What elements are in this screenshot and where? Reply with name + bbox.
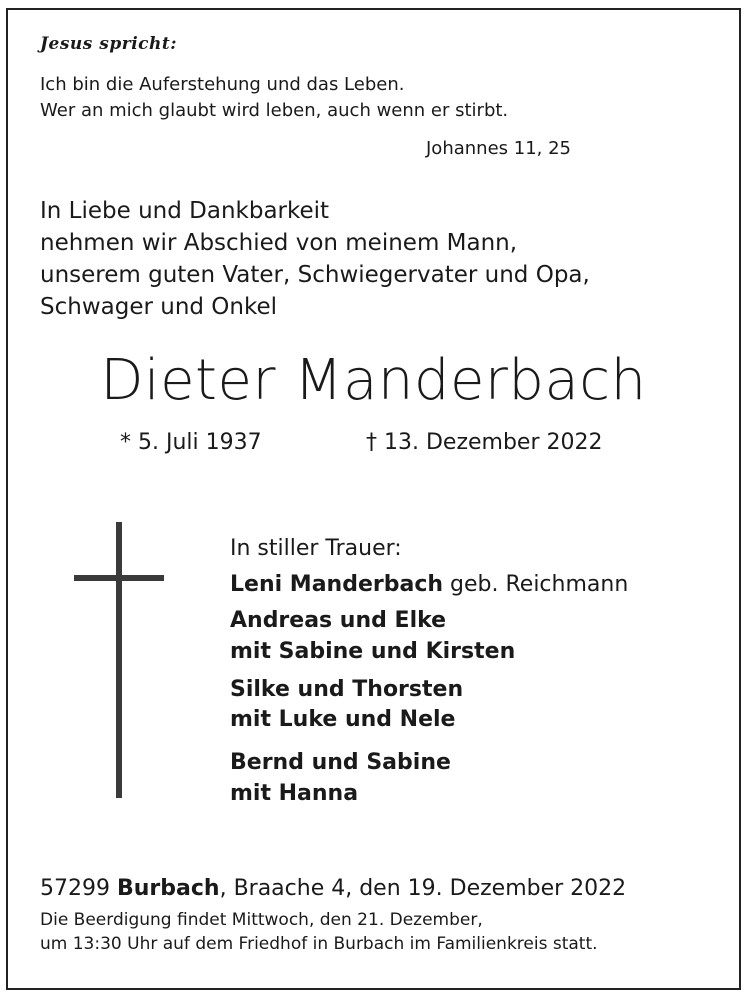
intro-line-3: unserem guten Vater, Schwiegervater und Opa, [40, 262, 590, 288]
cross-horizontal-bar [74, 575, 164, 581]
family-3-line-2: mit Hanna [230, 781, 359, 806]
birth-date: * 5. Juli 1937 [120, 430, 262, 455]
funeral-line-1: Die Beerdigung findet Mittwoch, den 21. Dezember, [40, 910, 483, 930]
family-1-line-1: Andreas und Elke [230, 608, 447, 633]
place-date-line [40, 876, 626, 901]
deceased-name: Dieter Manderbach [100, 348, 647, 413]
family-2-line-1: Silke und Thorsten [230, 677, 464, 702]
intro-line-4: Schwager und Onkel [40, 294, 278, 320]
family-2-line-2: mit Luke und Nele [230, 707, 456, 732]
intro-line-1: In Liebe und Dankbarkeit [40, 198, 330, 224]
funeral-line-2: um 13:30 Uhr auf dem Friedhof in Burbach im Familienkreis statt. [40, 934, 598, 954]
family-3-line-1: Bernd und Sabine [230, 750, 451, 775]
town-name: Burbach [117, 876, 220, 901]
mourners-heading: In stiller Trauer: [230, 536, 402, 561]
death-date: † 13. Dezember 2022 [366, 430, 603, 455]
family-1-line-2: mit Sabine und Kirsten [230, 639, 516, 664]
spouse-line [230, 572, 628, 597]
postal-code: 57299 [40, 876, 110, 901]
verse-line-2: Wer an mich glaubt wird leben, auch wenn er stirbt. [40, 100, 509, 121]
obituary-notice [6, 8, 741, 990]
verse-line-1: Ich bin die Auferstehung und das Leben. [40, 74, 405, 95]
spouse-maiden-name: geb. Reichmann [450, 572, 629, 597]
spouse-name: Leni Manderbach [230, 572, 444, 597]
verse-heading: Jesus spricht: [40, 34, 177, 54]
cross-vertical-bar [116, 522, 122, 798]
address-date: , Braache 4, den 19. Dezember 2022 [219, 876, 627, 901]
verse-reference: Johannes 11, 25 [426, 138, 572, 159]
intro-line-2: nehmen wir Abschied von meinem Mann, [40, 230, 518, 256]
